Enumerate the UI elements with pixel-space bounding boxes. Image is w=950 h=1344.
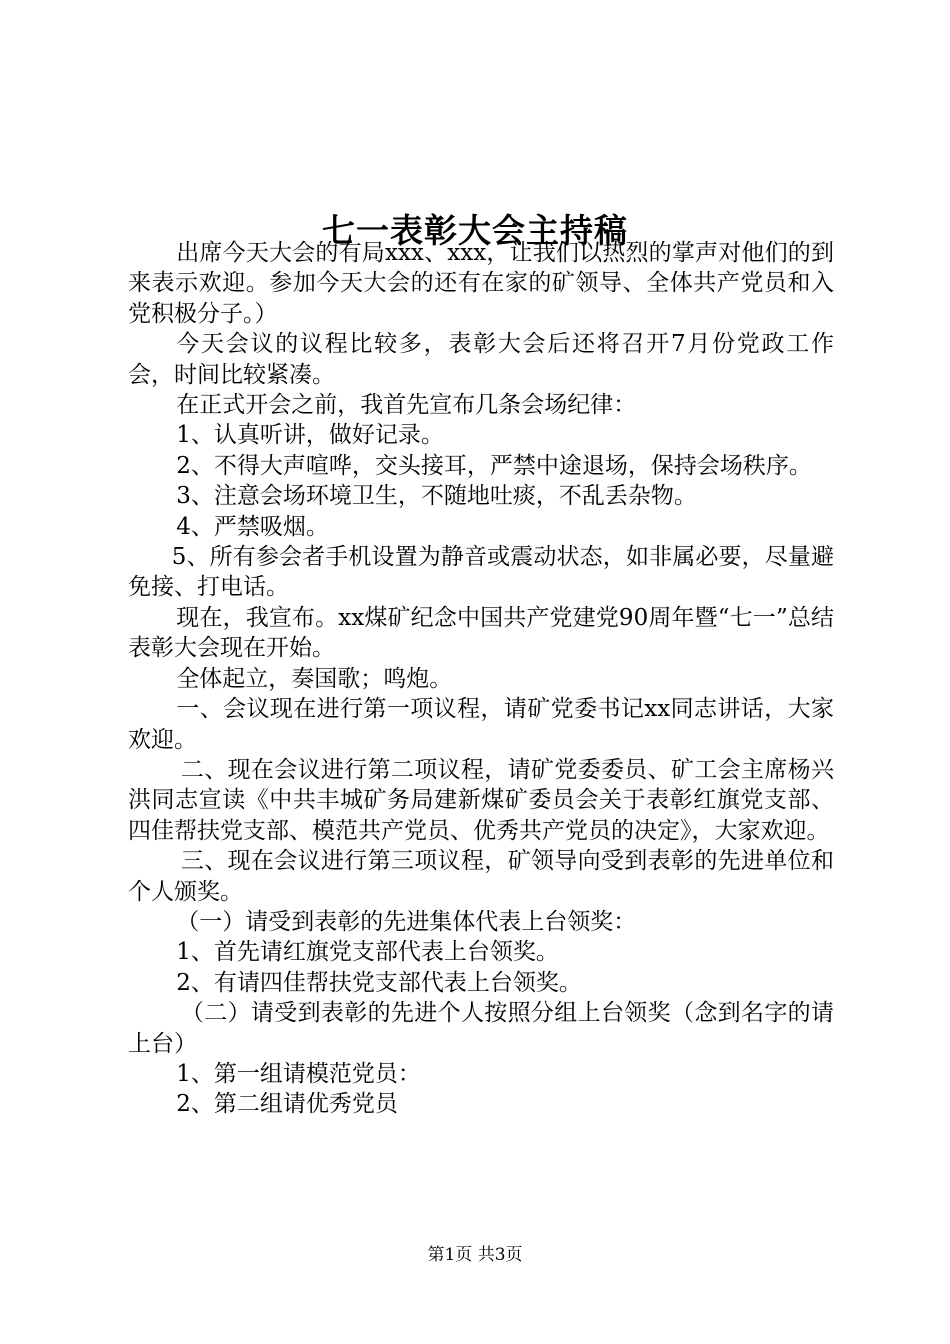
document-title: 七一表彰大会主持稿: [322, 211, 628, 251]
paragraph-individual-award-1: 1、第一组请模范党员：: [176, 1060, 421, 1087]
paragraph-opening: 现在，我宣布。xx煤矿纪念中国共产党建党90周年暨“七一”总结表彰大会现在开始。: [128, 604, 834, 662]
paragraph-agenda-3: 三、现在会议进行第三项议程，矿领导向受到表彰的先进单位和个人颁奖。: [128, 848, 834, 905]
paragraph-group-award-1: 1、首先请红旗党支部代表上台领奖。: [176, 939, 559, 966]
document-body: [128, 238, 834, 1120]
paragraph-rule-2: 2、不得大声喧哗，交头接耳，严禁中途退场，保持会场秩序。: [176, 452, 812, 479]
paragraph-individual-awards: （二）请受到表彰的先进个人按照分组上台领奖（念到名字的请上台）: [128, 1000, 834, 1057]
paragraph-individual-award-2: 2、第二组请优秀党员: [176, 1091, 398, 1118]
paragraph-group-award-2: 2、有请四佳帮扶党支部代表上台领奖。: [176, 969, 582, 996]
paragraph-anthem: 全体起立，奏国歌；鸣炮。: [176, 665, 453, 692]
paragraph-rule-3: 3、注意会场环境卫生，不随地吐痰，不乱丢杂物。: [176, 483, 697, 510]
paragraph-agenda-2: 二、现在会议进行第二项议程，请矿党委委员、矿工会主席杨兴洪同志宣读《中共丰城矿务局建新煤矿委员会关于表彰红旗党支部、四佳帮扶党支部、模范共产党员、优秀共产党员的决定》，大家欢迎。: [128, 756, 834, 844]
paragraph-rule-1: 1、认真听讲，做好记录。: [176, 422, 444, 449]
paragraph-rule-5: 5、所有参会者手机设置为静音或震动状态，如非属必要，尽量避免接、打电话。: [128, 544, 834, 601]
paragraph-group-awards: （一）请受到表彰的先进集体代表上台领奖：: [176, 908, 637, 935]
paragraph-agenda-note: 今天会议的议程比较多，表彰大会后还将召开7月份党政工作会，时间比较紧凑。: [128, 331, 834, 388]
paragraph-discipline-intro: 在正式开会之前，我首先宣布几条会场纪律：: [176, 392, 637, 419]
paragraph-rule-4: 4、严禁吸烟。: [176, 513, 329, 540]
page-number-footer: 第1页 共3页: [427, 1245, 523, 1265]
paragraph-attendees: 出席今天大会的有局xxx、xxx，让我们以热烈的掌声对他们的到来表示欢迎。参加今天大会的还有在家的矿领导、全体共产党员和入党积极分子。）: [128, 240, 834, 327]
paragraph-agenda-1: 一、会议现在进行第一项议程，请矿党委书记xx同志讲话，大家欢迎。: [128, 696, 834, 753]
